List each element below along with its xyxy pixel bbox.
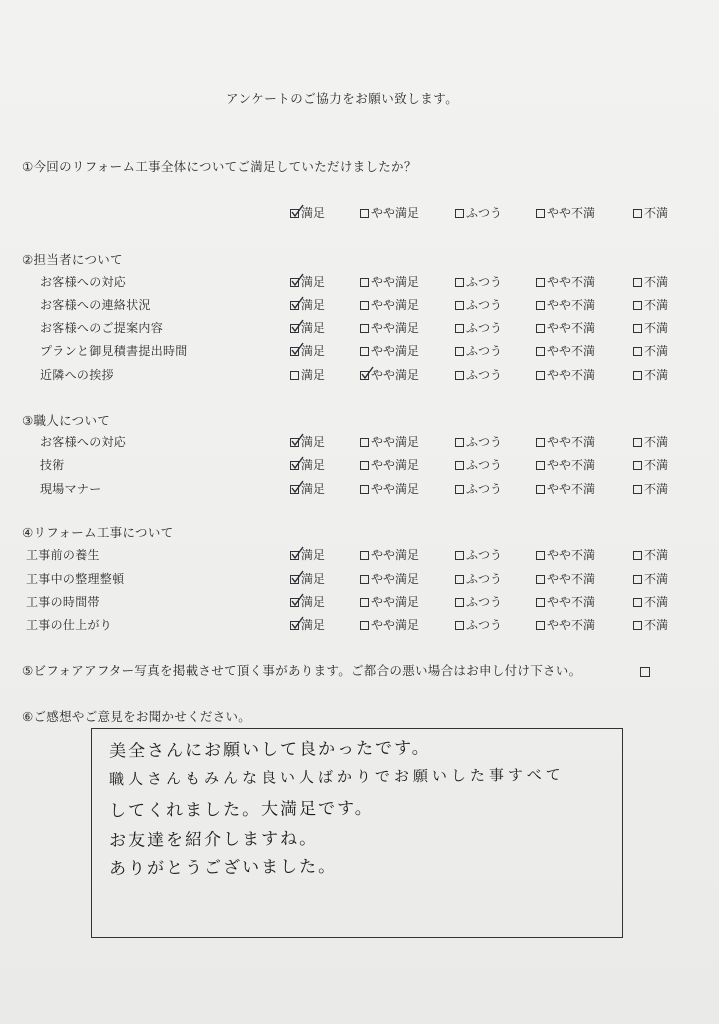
option-label: 不満 xyxy=(644,344,669,358)
rating-option[interactable] xyxy=(360,618,419,632)
option-label: やや満足 xyxy=(371,595,420,609)
rating-option[interactable] xyxy=(633,321,668,335)
checkbox[interactable] xyxy=(290,551,299,560)
option-label: やや満足 xyxy=(371,275,420,289)
rating-option[interactable] xyxy=(633,572,668,586)
option-label: やや不満 xyxy=(547,275,596,289)
rating-option[interactable] xyxy=(536,595,595,609)
option-label: やや満足 xyxy=(371,572,420,586)
option-label: 不満 xyxy=(644,435,669,449)
checkbox[interactable] xyxy=(290,278,299,287)
checkbox[interactable] xyxy=(290,371,299,380)
rating-option[interactable] xyxy=(360,298,419,312)
option-label: 不満 xyxy=(644,368,669,382)
rating-option[interactable] xyxy=(536,458,595,472)
option-label: 満足 xyxy=(301,298,326,312)
option-label: やや満足 xyxy=(371,206,420,220)
rating-option[interactable] xyxy=(455,482,502,496)
checkbox[interactable] xyxy=(455,347,464,356)
rating-option[interactable] xyxy=(455,298,502,312)
checkbox[interactable] xyxy=(290,347,299,356)
option-label: やや不満 xyxy=(547,368,596,382)
rating-option[interactable] xyxy=(290,458,325,472)
q3-row-label: 技術 xyxy=(40,458,65,472)
option-label: 不満 xyxy=(644,275,669,289)
option-label: やや満足 xyxy=(371,344,420,358)
checkbox[interactable] xyxy=(360,347,369,356)
check-mark-icon xyxy=(290,273,304,287)
check-mark-icon xyxy=(290,593,304,607)
rating-option[interactable] xyxy=(290,572,325,586)
q2-row-label: お客様への対応 xyxy=(40,275,127,289)
question-6-heading: ⑥ご感想やご意見をお聞かせください。 xyxy=(22,709,252,724)
rating-option[interactable] xyxy=(633,618,668,632)
option-label: ふつう xyxy=(466,298,503,312)
checkbox[interactable] xyxy=(633,347,642,356)
checkbox[interactable] xyxy=(360,438,369,447)
checkbox[interactable] xyxy=(455,461,464,470)
option-label: 満足 xyxy=(301,321,326,335)
checkbox[interactable] xyxy=(360,301,369,310)
option-label: ふつう xyxy=(466,482,503,496)
checkbox[interactable] xyxy=(455,575,464,584)
question-1: ①今回のリフォーム工事全体についてご満足していただけましたか？ xyxy=(22,159,417,174)
rating-option[interactable] xyxy=(290,321,325,335)
rating-option[interactable] xyxy=(290,595,325,609)
rating-option[interactable] xyxy=(360,482,419,496)
option-label: ふつう xyxy=(466,595,503,609)
option-label: 満足 xyxy=(301,344,326,358)
comment-line: 美全さんにお願いして良かったです。 xyxy=(108,738,431,762)
comment-line: 職人さんもみんな良い人ばかりでお願いした事すべて xyxy=(108,765,565,789)
checkbox[interactable] xyxy=(633,575,642,584)
checkbox[interactable] xyxy=(633,621,642,630)
comment-line: してくれました。大満足です。 xyxy=(108,798,374,822)
check-mark-icon xyxy=(290,342,304,356)
checkbox[interactable] xyxy=(360,598,369,607)
checkbox[interactable] xyxy=(455,301,464,310)
q2-row-label: お客様へのご提案内容 xyxy=(40,321,164,335)
rating-option[interactable] xyxy=(455,321,502,335)
rating-option[interactable] xyxy=(360,321,419,335)
rating-option[interactable] xyxy=(360,572,419,586)
rating-option[interactable] xyxy=(536,618,595,632)
checkbox[interactable] xyxy=(290,438,299,447)
checkbox[interactable] xyxy=(536,551,545,560)
option-label: 不満 xyxy=(644,548,669,562)
option-label: ふつう xyxy=(466,368,503,382)
rating-option[interactable] xyxy=(633,298,668,312)
checkbox[interactable] xyxy=(633,324,642,333)
check-mark-icon xyxy=(290,319,304,333)
checkbox[interactable] xyxy=(290,301,299,310)
rating-option[interactable] xyxy=(455,275,502,289)
q3-row-label: お客様への対応 xyxy=(40,435,127,449)
rating-option[interactable] xyxy=(633,458,668,472)
option-label: ふつう xyxy=(466,435,503,449)
option-label: 満足 xyxy=(301,435,326,449)
check-mark-icon xyxy=(290,456,304,470)
checkbox[interactable] xyxy=(455,438,464,447)
checkbox[interactable] xyxy=(536,347,545,356)
option-label: やや不満 xyxy=(547,458,596,472)
checkbox[interactable] xyxy=(290,598,299,607)
checkbox[interactable] xyxy=(633,438,642,447)
option-label: 満足 xyxy=(301,548,326,562)
option-label: 満足 xyxy=(301,595,326,609)
comment-line: お友達を紹介しますね。 xyxy=(108,828,319,852)
rating-option[interactable] xyxy=(455,572,502,586)
option-label: やや満足 xyxy=(371,368,420,382)
rating-option[interactable] xyxy=(633,548,668,562)
option-label: やや不満 xyxy=(547,435,596,449)
option-label: 満足 xyxy=(301,482,326,496)
checkbox[interactable] xyxy=(360,278,369,287)
q2-row-label: プランと御見積書提出時間 xyxy=(40,344,188,358)
option-label: やや不満 xyxy=(547,618,596,632)
option-label: やや満足 xyxy=(371,548,420,562)
checkbox[interactable] xyxy=(536,209,545,218)
check-mark-icon xyxy=(290,433,304,447)
option-label: 不満 xyxy=(644,572,669,586)
checkbox[interactable] xyxy=(360,621,369,630)
option-label: ふつう xyxy=(466,275,503,289)
option-label: やや満足 xyxy=(371,618,420,632)
checkbox[interactable] xyxy=(360,485,369,494)
rating-option[interactable] xyxy=(633,595,668,609)
option-label: ふつう xyxy=(466,618,503,632)
rating-option[interactable] xyxy=(633,482,668,496)
checkbox[interactable] xyxy=(633,278,642,287)
option-label: 満足 xyxy=(301,368,326,382)
q4-row-label: 工事前の養生 xyxy=(26,548,100,562)
question-3-heading: ③職人について xyxy=(22,413,111,428)
q3-row-label: 現場マナー xyxy=(40,482,102,496)
option-label: やや不満 xyxy=(547,482,596,496)
option-label: やや満足 xyxy=(371,298,420,312)
checkbox[interactable] xyxy=(290,575,299,584)
option-label: 不満 xyxy=(644,321,669,335)
option-label: 満足 xyxy=(301,572,326,586)
checkbox[interactable] xyxy=(455,485,464,494)
option-label: 不満 xyxy=(644,458,669,472)
question-4-heading: ④リフォーム工事について xyxy=(22,525,174,540)
checkbox[interactable] xyxy=(360,209,369,218)
option-label: 満足 xyxy=(301,206,326,220)
checkbox[interactable] xyxy=(455,278,464,287)
rating-option[interactable] xyxy=(536,435,595,449)
rating-option[interactable] xyxy=(455,618,502,632)
rating-option[interactable] xyxy=(290,275,325,289)
checkbox[interactable] xyxy=(360,551,369,560)
checkbox[interactable] xyxy=(633,209,642,218)
rating-option[interactable] xyxy=(290,548,325,562)
rating-option[interactable] xyxy=(360,275,419,289)
option-label: 満足 xyxy=(301,458,326,472)
checkbox[interactable] xyxy=(536,324,545,333)
rating-option[interactable] xyxy=(536,572,595,586)
rating-option[interactable] xyxy=(455,368,502,382)
checkbox[interactable] xyxy=(455,324,464,333)
checkbox[interactable] xyxy=(633,371,642,380)
q4-row-label: 工事中の整理整頓 xyxy=(26,572,125,586)
check-mark-icon xyxy=(290,616,304,630)
checkbox[interactable] xyxy=(536,575,545,584)
option-label: やや不満 xyxy=(547,572,596,586)
rating-option[interactable] xyxy=(633,368,668,382)
checkbox[interactable] xyxy=(633,301,642,310)
checkbox[interactable] xyxy=(633,551,642,560)
rating-option[interactable] xyxy=(455,344,502,358)
rating-option[interactable] xyxy=(360,368,419,382)
q4-row-label: 工事の仕上がり xyxy=(26,618,113,632)
option-label: ふつう xyxy=(466,458,503,472)
checkbox[interactable] xyxy=(633,485,642,494)
option-label: ふつう xyxy=(466,206,503,220)
option-label: やや満足 xyxy=(371,435,420,449)
rating-option[interactable] xyxy=(455,435,502,449)
checkbox[interactable] xyxy=(633,598,642,607)
rating-option[interactable] xyxy=(290,618,325,632)
rating-option[interactable] xyxy=(360,595,419,609)
rating-option[interactable] xyxy=(455,595,502,609)
option-label: ふつう xyxy=(466,548,503,562)
rating-option[interactable] xyxy=(360,206,419,220)
rating-option[interactable] xyxy=(633,206,668,220)
question-2-heading: ②担当者について xyxy=(22,252,123,267)
option-label: 満足 xyxy=(301,275,326,289)
checkbox[interactable] xyxy=(536,621,545,630)
option-label: 不満 xyxy=(644,206,669,220)
q2-row-label: 近隣への挨拶 xyxy=(40,368,114,382)
checkbox[interactable] xyxy=(455,621,464,630)
checkbox[interactable] xyxy=(536,278,545,287)
checkbox[interactable] xyxy=(536,371,545,380)
option-label: 不満 xyxy=(644,298,669,312)
rating-option[interactable] xyxy=(360,458,419,472)
option-label: 不満 xyxy=(644,618,669,632)
check-mark-icon xyxy=(360,366,374,380)
checkbox[interactable] xyxy=(360,461,369,470)
rating-option[interactable] xyxy=(633,435,668,449)
option-label: やや満足 xyxy=(371,482,420,496)
checkbox[interactable] xyxy=(360,371,369,380)
rating-option[interactable] xyxy=(455,206,502,220)
option-label: ふつう xyxy=(466,321,503,335)
survey-title: アンケートのご協力をお願い致します。 xyxy=(226,91,459,106)
rating-option[interactable] xyxy=(290,435,325,449)
option-label: ふつう xyxy=(466,572,503,586)
check-mark-icon xyxy=(290,296,304,310)
option-label: やや不満 xyxy=(547,548,596,562)
checkbox[interactable] xyxy=(290,209,299,218)
rating-option[interactable] xyxy=(536,206,595,220)
option-label: ふつう xyxy=(466,344,503,358)
checkbox[interactable] xyxy=(455,551,464,560)
checkbox[interactable] xyxy=(536,438,545,447)
option-label: やや不満 xyxy=(547,595,596,609)
check-mark-icon xyxy=(290,546,304,560)
rating-option[interactable] xyxy=(455,548,502,562)
checkbox[interactable] xyxy=(290,324,299,333)
rating-option[interactable] xyxy=(536,368,595,382)
checkbox[interactable] xyxy=(360,575,369,584)
rating-option[interactable] xyxy=(633,275,668,289)
checkbox[interactable] xyxy=(536,598,545,607)
rating-option[interactable] xyxy=(290,298,325,312)
rating-option[interactable] xyxy=(360,435,419,449)
option-label: 不満 xyxy=(644,482,669,496)
rating-option[interactable] xyxy=(360,548,419,562)
checkbox[interactable] xyxy=(290,485,299,494)
check-mark-icon xyxy=(290,570,304,584)
checkbox[interactable] xyxy=(455,598,464,607)
checkbox[interactable] xyxy=(633,461,642,470)
rating-option[interactable] xyxy=(536,298,595,312)
rating-option[interactable] xyxy=(536,548,595,562)
q2-row-label: お客様への連絡状況 xyxy=(40,298,151,312)
comment-line: ありがとうございました。 xyxy=(108,856,338,880)
option-label: やや満足 xyxy=(371,458,420,472)
option-label: やや不満 xyxy=(547,206,596,220)
checkbox[interactable] xyxy=(290,461,299,470)
rating-option[interactable] xyxy=(290,482,325,496)
option-label: 不満 xyxy=(644,595,669,609)
rating-option[interactable] xyxy=(633,344,668,358)
checkbox[interactable] xyxy=(290,621,299,630)
checkbox[interactable] xyxy=(536,485,545,494)
rating-option[interactable] xyxy=(536,344,595,358)
question-5: ⑤ビフォアアフター写真を掲載させて頂く事があります。ご都合の悪い場合はお申し付け下さい。 xyxy=(22,663,582,678)
check-mark-icon xyxy=(290,204,304,218)
q5-opt-out-checkbox[interactable] xyxy=(640,667,650,677)
checkbox[interactable] xyxy=(455,209,464,218)
rating-option[interactable] xyxy=(360,344,419,358)
checkbox[interactable] xyxy=(360,324,369,333)
rating-option[interactable] xyxy=(290,344,325,358)
rating-option[interactable] xyxy=(536,275,595,289)
option-label: やや不満 xyxy=(547,344,596,358)
option-label: やや不満 xyxy=(547,298,596,312)
check-mark-icon xyxy=(290,480,304,494)
checkbox[interactable] xyxy=(455,371,464,380)
rating-option[interactable] xyxy=(290,368,325,382)
checkbox[interactable] xyxy=(536,301,545,310)
rating-option[interactable] xyxy=(455,458,502,472)
rating-option[interactable] xyxy=(290,206,325,220)
checkbox[interactable] xyxy=(536,461,545,470)
option-label: やや満足 xyxy=(371,321,420,335)
rating-option[interactable] xyxy=(536,482,595,496)
option-label: やや不満 xyxy=(547,321,596,335)
comment-box[interactable] xyxy=(91,728,623,938)
option-label: 満足 xyxy=(301,618,326,632)
q4-row-label: 工事の時間帯 xyxy=(26,595,100,609)
rating-option[interactable] xyxy=(536,321,595,335)
